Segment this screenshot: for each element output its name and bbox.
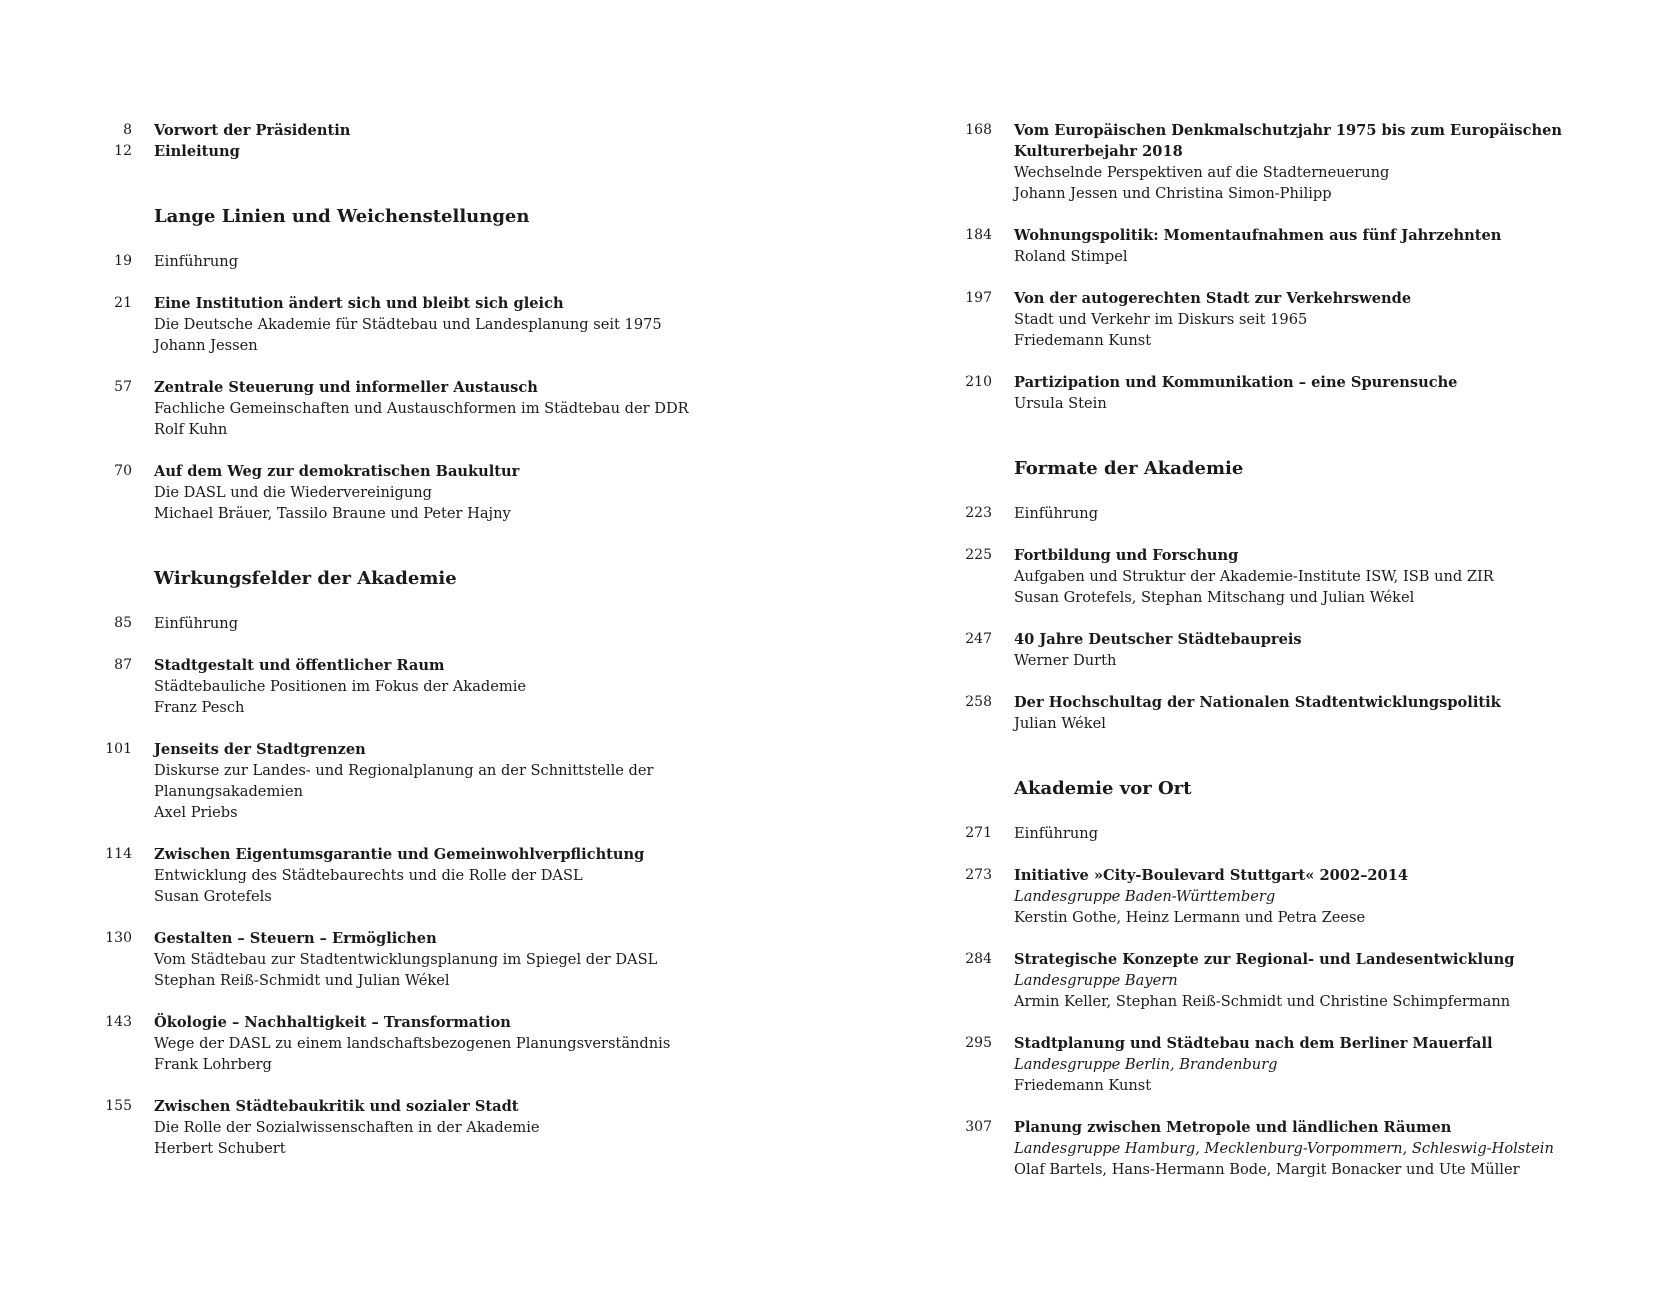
toc-entry[interactable] (100, 844, 800, 907)
toc-entry[interactable] (960, 372, 1580, 414)
toc-entry[interactable] (100, 141, 800, 162)
entry-subtitle: Wechselnde Perspektiven auf die Stadterneuerung (1014, 164, 1390, 181)
entry-subtitle: Die Rolle der Sozialwissenschaften in der Akademie (154, 1119, 540, 1136)
entry-title: Initiative »City-Boulevard Stuttgart« 2002–2014 (1014, 867, 1409, 884)
toc-entry[interactable] (100, 613, 800, 634)
entry-title: Zwischen Städtebaukritik und sozialer Stadt (154, 1098, 519, 1115)
entry-authors: Kerstin Gothe, Heinz Lermann und Petra Zeese (1014, 909, 1366, 926)
page-number: 295 (965, 1035, 992, 1051)
entry-authors: Friedemann Kunst (1014, 332, 1152, 349)
toc-entry[interactable] (960, 1117, 1580, 1180)
entry-title: Einleitung (154, 143, 240, 160)
toc-entry[interactable] (100, 739, 800, 823)
page-number: 284 (965, 951, 992, 967)
entry-title: Von der autogerechten Stadt zur Verkehrswende (1014, 290, 1412, 307)
entry-subtitle: Diskurse zur Landes- und Regionalplanung an der Schnittstelle der (154, 762, 654, 779)
entry-subtitle: Die Deutsche Akademie für Städtebau und Landesplanung seit 1975 (154, 316, 662, 333)
toc-entry[interactable] (100, 377, 800, 440)
entry-authors: Friedemann Kunst (1014, 1077, 1152, 1094)
toc-entry[interactable] (960, 865, 1580, 928)
page-number: 70 (114, 463, 132, 479)
entry-authors: Johann Jessen (154, 337, 258, 354)
entry-title: Vorwort der Präsidentin (154, 122, 351, 139)
toc-entry[interactable] (960, 1033, 1580, 1096)
entry-subtitle: Städtebauliche Positionen im Fokus der Akademie (154, 678, 527, 695)
entry-subtitle: Entwicklung des Städtebaurechts und die Rolle der DASL (154, 867, 583, 884)
page-number: 101 (105, 741, 132, 757)
entry-authors: Armin Keller, Stephan Reiß-Schmidt und Christine Schimpfermann (1014, 993, 1511, 1010)
entry-title: Gestalten – Steuern – Ermöglichen (154, 930, 437, 947)
entry-subtitle: Vom Städtebau zur Stadtentwicklungsplanung im Spiegel der DASL (154, 951, 658, 968)
entry-group: Landesgruppe Hamburg, Mecklenburg-Vorpommern, Schleswig-Holstein (1014, 1140, 1554, 1157)
entry-authors: Axel Priebs (154, 804, 238, 821)
entry-authors: Frank Lohrberg (154, 1056, 272, 1073)
page-number: 143 (105, 1014, 132, 1030)
toc-entry[interactable] (100, 1096, 800, 1159)
entry-authors: Susan Grotefels (154, 888, 272, 905)
section-heading: Wirkungsfelder der Akademie (154, 568, 457, 589)
entry-title: Einführung (154, 253, 239, 270)
page-number: 12 (114, 143, 132, 159)
entry-authors: Michael Bräuer, Tassilo Braune und Peter Hajny (154, 505, 511, 522)
entry-title: Partizipation und Kommunikation – eine Spurensuche (1014, 374, 1458, 391)
entry-authors: Julian Wékel (1014, 715, 1106, 732)
entry-title: Der Hochschultag der Nationalen Stadtentwicklungspolitik (1014, 694, 1501, 711)
entry-title: Vom Europäischen Denkmalschutzjahr 1975 bis zum Europäischen (1014, 122, 1562, 139)
toc-entry[interactable] (960, 692, 1580, 734)
entry-title: Einführung (1014, 505, 1099, 522)
entry-group: Landesgruppe Berlin, Brandenburg (1014, 1056, 1278, 1073)
page-number: 21 (114, 295, 132, 311)
entry-authors: Olaf Bartels, Hans-Hermann Bode, Margit Bonacker und Ute Müller (1014, 1161, 1520, 1178)
entry-title: Ökologie – Nachhaltigkeit – Transformation (154, 1014, 511, 1031)
toc-entry[interactable] (100, 461, 800, 524)
entry-authors: Rolf Kuhn (154, 421, 228, 438)
toc-entry[interactable] (100, 251, 800, 272)
entry-title: 40 Jahre Deutscher Städtebaupreis (1014, 631, 1302, 648)
toc-entry[interactable] (100, 655, 800, 718)
page-number: 184 (965, 227, 992, 243)
entry-subtitle: Aufgaben und Struktur der Akademie-Institute ISW, ISB und ZIR (1014, 568, 1494, 585)
page-number: 19 (114, 253, 132, 269)
page-number: 57 (114, 379, 132, 395)
entry-group: Landesgruppe Bayern (1014, 972, 1178, 989)
toc-entry[interactable] (100, 1012, 800, 1075)
page-number: 155 (105, 1098, 132, 1114)
page-number: 114 (105, 846, 132, 862)
entry-title: Eine Institution ändert sich und bleibt sich gleich (154, 295, 564, 312)
toc-entry[interactable] (960, 288, 1580, 351)
toc-entry[interactable] (960, 949, 1580, 1012)
entry-authors: Herbert Schubert (154, 1140, 286, 1157)
toc-entry[interactable] (960, 629, 1580, 671)
page-number: 271 (965, 825, 992, 841)
page-number: 87 (114, 657, 132, 673)
entry-title: Einführung (154, 615, 239, 632)
entry-authors: Stephan Reiß-Schmidt und Julian Wékel (154, 972, 450, 989)
section-heading: Akademie vor Ort (1014, 778, 1192, 799)
toc-entry[interactable] (960, 823, 1580, 844)
page-number: 223 (965, 505, 992, 521)
page-number: 307 (965, 1119, 992, 1135)
toc-entry[interactable] (100, 928, 800, 991)
page-number: 168 (965, 122, 992, 138)
entry-subtitle: Wege der DASL zu einem landschaftsbezogenen Planungsverständnis (154, 1035, 671, 1052)
page-number: 225 (965, 547, 992, 563)
page-number: 258 (965, 694, 992, 710)
entry-authors: Susan Grotefels, Stephan Mitschang und Julian Wékel (1014, 589, 1415, 606)
entry-title: Planung zwischen Metropole und ländlichen Räumen (1014, 1119, 1452, 1136)
entry-subtitle: Stadt und Verkehr im Diskurs seit 1965 (1014, 311, 1308, 328)
toc-entry[interactable] (960, 225, 1580, 267)
entry-authors: Roland Stimpel (1014, 248, 1128, 265)
entry-title: Stadtplanung und Städtebau nach dem Berliner Mauerfall (1014, 1035, 1493, 1052)
page-number: 247 (965, 631, 992, 647)
page-number: 85 (114, 615, 132, 631)
entry-title: Wohnungspolitik: Momentaufnahmen aus fünf Jahrzehnten (1014, 227, 1502, 244)
entry-title: Fortbildung und Forschung (1014, 547, 1239, 564)
toc-entry[interactable] (960, 545, 1580, 608)
entry-title: Zwischen Eigentumsgarantie und Gemeinwohlverpflichtung (154, 846, 645, 863)
entry-title: Zentrale Steuerung und informeller Austausch (154, 379, 538, 396)
page-number: 210 (965, 374, 992, 390)
entry-title: Jenseits der Stadtgrenzen (154, 741, 366, 758)
toc-entry[interactable] (960, 503, 1580, 524)
toc-entry[interactable] (100, 293, 800, 356)
page-number: 130 (105, 930, 132, 946)
entry-authors: Johann Jessen und Christina Simon-Philipp (1014, 185, 1332, 202)
page-number: 197 (965, 290, 992, 306)
toc-right-column (960, 120, 1580, 1180)
toc-entry[interactable] (100, 120, 800, 141)
entry-subtitle: Fachliche Gemeinschaften und Austauschformen im Städtebau der DDR (154, 400, 689, 417)
entry-title: Einführung (1014, 825, 1099, 842)
entry-title: Auf dem Weg zur demokratischen Baukultur (154, 463, 520, 480)
section-heading: Lange Linien und Weichenstellungen (154, 206, 530, 227)
entry-authors: Franz Pesch (154, 699, 245, 716)
entry-group: Landesgruppe Baden-Württemberg (1014, 888, 1276, 905)
entry-authors: Ursula Stein (1014, 395, 1107, 412)
entry-subtitle: Planungsakademien (154, 783, 303, 800)
section-heading: Formate der Akademie (1014, 458, 1244, 479)
page-number: 8 (123, 122, 132, 138)
entry-title: Strategische Konzepte zur Regional- und Landesentwicklung (1014, 951, 1515, 968)
entry-title: Kulturerbejahr 2018 (1014, 143, 1183, 160)
entry-subtitle: Die DASL und die Wiedervereinigung (154, 484, 432, 501)
toc-entry[interactable] (960, 120, 1580, 204)
entry-title: Stadtgestalt und öffentlicher Raum (154, 657, 445, 674)
toc-left-column (100, 120, 800, 1159)
entry-authors: Werner Durth (1014, 652, 1117, 669)
page-number: 273 (965, 867, 992, 883)
